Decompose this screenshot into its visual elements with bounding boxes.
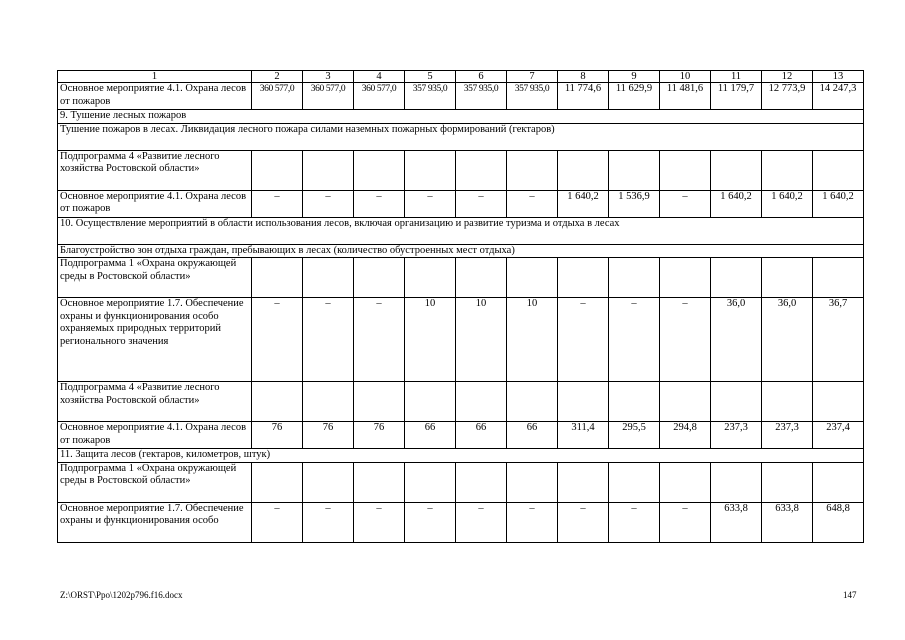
- value-cell: [507, 258, 558, 298]
- section-title: 10. Осуществление мероприятий в области использования лесов, включая организацию и развитие туризма и отдыха в лесах: [58, 217, 864, 244]
- section-title: 9. Тушение лесных пожаров: [58, 110, 864, 124]
- value-cell: –: [252, 190, 303, 217]
- header-cell: 4: [354, 71, 405, 83]
- value-cell: [813, 150, 864, 190]
- value-cell: 11 774,6: [558, 83, 609, 110]
- table-row: [58, 382, 864, 422]
- value-cell: 76: [252, 422, 303, 449]
- value-cell: 237,4: [813, 422, 864, 449]
- value-cell: [303, 150, 354, 190]
- value-cell: –: [303, 298, 354, 382]
- header-cell: 3: [303, 71, 354, 83]
- value-cell: 357 935,0: [456, 83, 507, 110]
- header-cell: 11: [711, 71, 762, 83]
- header-cell: 5: [405, 71, 456, 83]
- value-cell: [456, 258, 507, 298]
- data-table: [57, 70, 864, 543]
- value-cell: 66: [456, 422, 507, 449]
- table-row: [58, 422, 864, 449]
- value-cell: [405, 382, 456, 422]
- value-cell: 76: [303, 422, 354, 449]
- footer-page-number: 147: [843, 590, 857, 600]
- value-cell: [762, 382, 813, 422]
- value-cell: [354, 382, 405, 422]
- value-cell: 11 629,9: [609, 83, 660, 110]
- value-cell: –: [507, 190, 558, 217]
- value-cell: –: [456, 502, 507, 542]
- value-cell: [354, 150, 405, 190]
- value-cell: 294,8: [660, 422, 711, 449]
- section-row: [58, 449, 864, 463]
- value-cell: [252, 462, 303, 502]
- value-cell: 237,3: [711, 422, 762, 449]
- value-cell: –: [354, 502, 405, 542]
- value-cell: [609, 382, 660, 422]
- value-cell: –: [660, 502, 711, 542]
- header-cell: 13: [813, 71, 864, 83]
- value-cell: –: [558, 298, 609, 382]
- value-cell: 360 577,0: [252, 83, 303, 110]
- value-cell: [456, 382, 507, 422]
- value-cell: –: [660, 298, 711, 382]
- row-name-cell: Основное мероприятие 4.1. Охрана лесов от пожаров: [58, 83, 252, 110]
- value-cell: [558, 462, 609, 502]
- value-cell: [609, 258, 660, 298]
- header-cell: 2: [252, 71, 303, 83]
- value-cell: 11 481,6: [660, 83, 711, 110]
- header-cell: 7: [507, 71, 558, 83]
- value-cell: –: [303, 190, 354, 217]
- value-cell: [558, 258, 609, 298]
- value-cell: 10: [456, 298, 507, 382]
- row-name-cell: Основное мероприятие 4.1. Охрана лесов от пожаров: [58, 422, 252, 449]
- table-body: [58, 71, 864, 543]
- value-cell: [405, 150, 456, 190]
- value-cell: 1 640,2: [711, 190, 762, 217]
- value-cell: [456, 150, 507, 190]
- value-cell: [252, 382, 303, 422]
- value-cell: 1 640,2: [813, 190, 864, 217]
- table-row: [58, 502, 864, 542]
- value-cell: [354, 258, 405, 298]
- table-row: [58, 83, 864, 110]
- value-cell: 1 640,2: [558, 190, 609, 217]
- value-cell: 66: [507, 422, 558, 449]
- section-row: [58, 217, 864, 244]
- header-row: [58, 71, 864, 83]
- value-cell: [813, 382, 864, 422]
- header-cell: 12: [762, 71, 813, 83]
- value-cell: 14 247,3: [813, 83, 864, 110]
- value-cell: 1 536,9: [609, 190, 660, 217]
- value-cell: 1 640,2: [762, 190, 813, 217]
- value-cell: [558, 150, 609, 190]
- value-cell: [405, 258, 456, 298]
- value-cell: –: [405, 502, 456, 542]
- row-name-cell: Основное мероприятие 1.7. Обеспечение охраны и функционирования особо: [58, 502, 252, 542]
- value-cell: [507, 150, 558, 190]
- value-cell: [405, 462, 456, 502]
- value-cell: [303, 462, 354, 502]
- value-cell: 357 935,0: [507, 83, 558, 110]
- value-cell: 12 773,9: [762, 83, 813, 110]
- value-cell: –: [609, 502, 660, 542]
- value-cell: 295,5: [609, 422, 660, 449]
- value-cell: [813, 258, 864, 298]
- table-row: [58, 258, 864, 298]
- value-cell: –: [558, 502, 609, 542]
- value-cell: 36,7: [813, 298, 864, 382]
- value-cell: –: [405, 190, 456, 217]
- section-title: Благоустройство зон отдыха граждан, пребывающих в лесах (количество обустроенных мест отдыха): [58, 244, 864, 258]
- row-name-cell: Подпрограмма 1 «Охрана окружающей среды в Ростовской области»: [58, 462, 252, 502]
- row-name-cell: Основное мероприятие 4.1. Охрана лесов от пожаров: [58, 190, 252, 217]
- table-row: [58, 190, 864, 217]
- value-cell: 237,3: [762, 422, 813, 449]
- value-cell: [507, 462, 558, 502]
- value-cell: [762, 258, 813, 298]
- value-cell: –: [660, 190, 711, 217]
- value-cell: –: [303, 502, 354, 542]
- value-cell: [762, 150, 813, 190]
- value-cell: –: [456, 190, 507, 217]
- header-cell: 9: [609, 71, 660, 83]
- value-cell: 360 577,0: [303, 83, 354, 110]
- row-name-cell: Подпрограмма 1 «Охрана окружающей среды в Ростовской области»: [58, 258, 252, 298]
- value-cell: –: [354, 190, 405, 217]
- value-cell: –: [252, 298, 303, 382]
- value-cell: [660, 258, 711, 298]
- value-cell: –: [507, 502, 558, 542]
- value-cell: 76: [354, 422, 405, 449]
- value-cell: 648,8: [813, 502, 864, 542]
- value-cell: –: [252, 502, 303, 542]
- value-cell: [507, 382, 558, 422]
- value-cell: [303, 382, 354, 422]
- header-cell: 1: [58, 71, 252, 83]
- value-cell: 36,0: [762, 298, 813, 382]
- row-name-cell: Подпрограмма 4 «Развитие лесного хозяйства Ростовской области»: [58, 150, 252, 190]
- section-title: Тушение пожаров в лесах. Ликвидация лесного пожара силами наземных пожарных формирований (гектаров): [58, 123, 864, 150]
- value-cell: 10: [405, 298, 456, 382]
- value-cell: [660, 382, 711, 422]
- value-cell: [609, 462, 660, 502]
- value-cell: –: [354, 298, 405, 382]
- value-cell: [456, 462, 507, 502]
- table-row: [58, 298, 864, 382]
- table-row: [58, 150, 864, 190]
- value-cell: [252, 258, 303, 298]
- section-title: 11. Защита лесов (гектаров, километров, штук): [58, 449, 864, 463]
- value-cell: [711, 462, 762, 502]
- table-row: [58, 462, 864, 502]
- row-name-cell: Основное мероприятие 1.7. Обеспечение охраны и функционирования особо охраняемых природных территорий регионального значения: [58, 298, 252, 382]
- footer-file-path: Z:\ORST\Ppo\1202p796.f16.docx: [60, 590, 183, 600]
- value-cell: [711, 150, 762, 190]
- section-row: [58, 110, 864, 124]
- value-cell: [354, 462, 405, 502]
- section-row: [58, 123, 864, 150]
- value-cell: –: [609, 298, 660, 382]
- value-cell: [813, 462, 864, 502]
- value-cell: [558, 382, 609, 422]
- value-cell: 66: [405, 422, 456, 449]
- value-cell: 36,0: [711, 298, 762, 382]
- value-cell: [711, 258, 762, 298]
- value-cell: [660, 462, 711, 502]
- section-row: [58, 244, 864, 258]
- value-cell: 633,8: [711, 502, 762, 542]
- header-cell: 10: [660, 71, 711, 83]
- value-cell: [303, 258, 354, 298]
- value-cell: [711, 382, 762, 422]
- value-cell: [762, 462, 813, 502]
- value-cell: 360 577,0: [354, 83, 405, 110]
- value-cell: [609, 150, 660, 190]
- value-cell: 10: [507, 298, 558, 382]
- value-cell: [252, 150, 303, 190]
- value-cell: [660, 150, 711, 190]
- value-cell: 633,8: [762, 502, 813, 542]
- row-name-cell: Подпрограмма 4 «Развитие лесного хозяйства Ростовской области»: [58, 382, 252, 422]
- value-cell: 11 179,7: [711, 83, 762, 110]
- header-cell: 6: [456, 71, 507, 83]
- value-cell: 357 935,0: [405, 83, 456, 110]
- header-cell: 8: [558, 71, 609, 83]
- value-cell: 311,4: [558, 422, 609, 449]
